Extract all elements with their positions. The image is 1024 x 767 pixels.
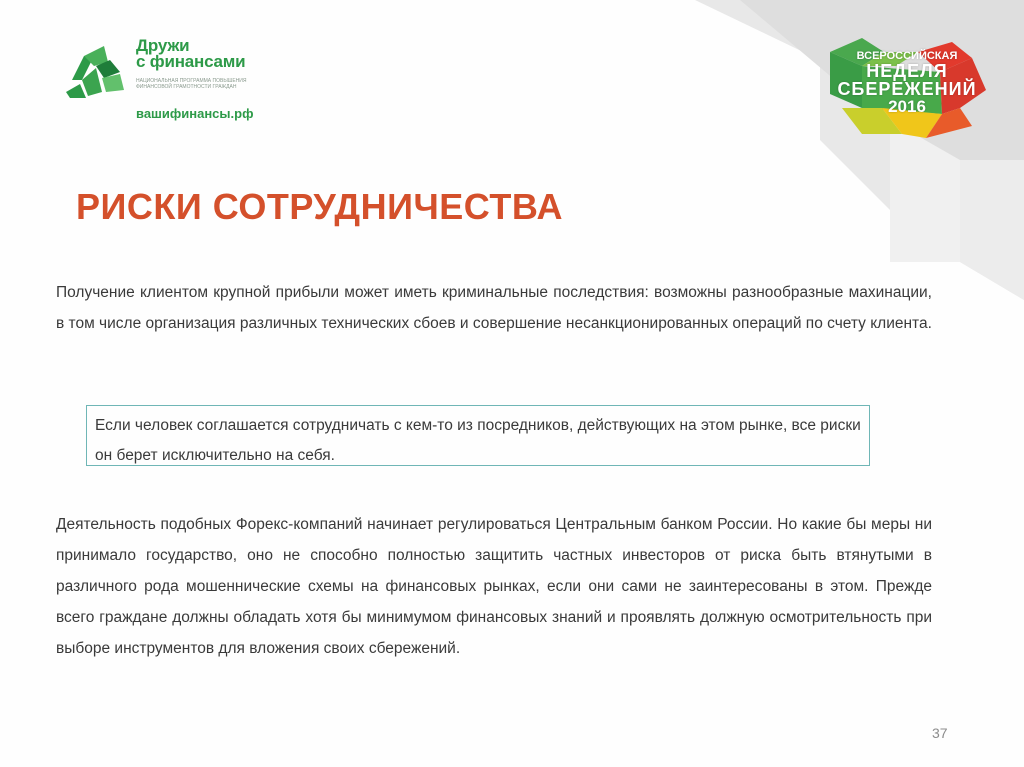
page-number: 37 (932, 725, 948, 741)
slide-title: РИСКИ СОТРУДНИЧЕСТВА (76, 186, 564, 227)
badge-line-3: СБЕРЕЖЕНИЙ (837, 79, 977, 99)
logo-url: вашифинансы.рф (136, 106, 254, 121)
druzhi-s-finansami-logo (66, 38, 276, 128)
logo-title: Дружи с финансами (136, 36, 246, 71)
badge-line-2: НЕДЕЛЯ (866, 61, 948, 81)
callout-text: Если человек соглашается сотрудничать с кем-то из посредников, действующих на этом рынке, все риски он берет исключительно на себя. (95, 417, 861, 464)
badge-text (822, 50, 992, 115)
savings-week-badge (822, 38, 992, 143)
logo-subtitle: НАЦИОНАЛЬНАЯ ПРОГРАММА ПОВЫШЕНИЯ ФИНАНСОВОЙ ГРАМОТНОСТИ ГРАЖДАН (136, 78, 247, 90)
paragraph-1: Получение клиентом крупной прибыли может иметь криминальные последствия: возможны разнообразные махинации, в том числе организация различных технических сбоев и совершение несанкционированных операций по счету клиента. (56, 284, 932, 332)
logo-mark-icon (66, 42, 128, 98)
badge-line-4: 2016 (888, 97, 926, 116)
badge-line-1: ВСЕРОССИЙСКАЯ (856, 50, 958, 62)
callout-box (86, 405, 870, 466)
paragraph-2: Деятельность подобных Форекс-компаний начинает регулироваться Центральным банком России. Но какие бы меры ни принимало государство, оно не способно полностью защитить частных инвесторов от риска быть втянутыми в различного рода мошеннические схемы на финансовых рынках, если они сами не заинтересованы в этом. Прежде всего граждане должны обладать хотя бы минимумом финансовых знаний и проявлять должную осмотрительность при выборе инструментов для вложения своих сбережений. (56, 516, 932, 657)
